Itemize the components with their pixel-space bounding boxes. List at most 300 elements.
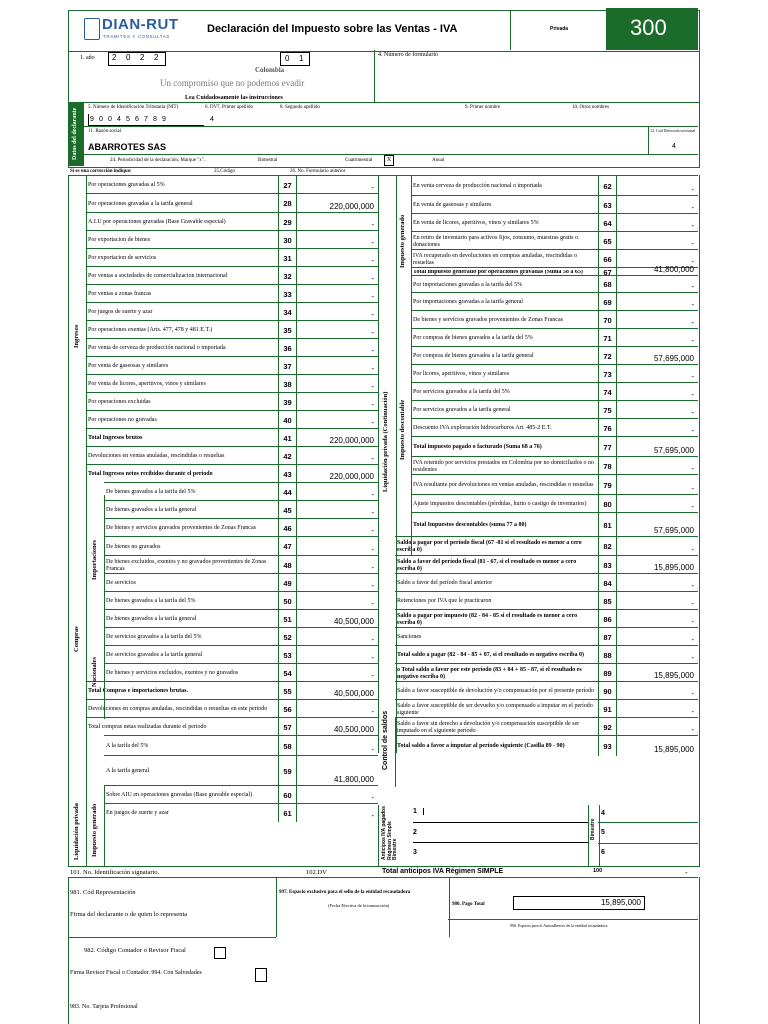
formulario-anterior-label: 26. No. Formulario anterior (290, 169, 346, 174)
row-75-label: Por servicios gravados a la tarifa general (413, 407, 511, 413)
row-90-value[interactable]: - (691, 689, 694, 698)
row-85-label: Retenciones por IVA que le practicaron (397, 598, 492, 604)
row-87-label: Sanciones (397, 634, 422, 640)
row-29-value[interactable]: - (371, 220, 374, 229)
row-47-label: De bienes no gravados (106, 543, 161, 550)
row-36-label: Por venta de cerveza de producción nacional o importada (88, 345, 226, 351)
row-68-value[interactable]: - (691, 282, 694, 291)
cod-direccion-label: 12. Cod Dirección seccional (650, 128, 696, 133)
anio-d3: 2 (140, 53, 145, 62)
row-40-label: Por operaciones no gravadas (88, 417, 157, 423)
anticipo-num-1: 1 (413, 808, 417, 815)
firma-revisor: Firma Revisor Fiscal o Contador. 994. Con Salvedades (70, 970, 202, 976)
row-76 (411, 418, 698, 436)
row-84-number-box (598, 574, 617, 592)
row-27-value[interactable]: - (371, 183, 374, 192)
row-77-number-box (598, 437, 617, 457)
row-39-number-box (278, 393, 297, 411)
row-40-number-box (278, 411, 297, 429)
row-69-value[interactable]: - (691, 300, 694, 309)
row-81-value[interactable]: 57,695,000 (653, 526, 694, 535)
row-78-number-box (598, 457, 617, 475)
row-84-label: Saldo a favor del período fiscal anterior (397, 580, 493, 586)
row-40-value[interactable]: - (371, 418, 374, 427)
row-50-label: De bienes gravados a la tarifa del 5% (106, 598, 196, 604)
row-57-value[interactable]: 40,500,000 (333, 725, 374, 734)
row-57 (86, 717, 378, 735)
row-37-label: Por venta de gaseosas y similares (88, 363, 169, 369)
row-49-number-box (278, 574, 297, 592)
row-29-number: 29 (283, 217, 292, 227)
row-52-number: 52 (283, 632, 292, 642)
row-46 (104, 518, 378, 536)
row-33-label: Por ventas a zonas francas (88, 291, 152, 297)
row-84 (395, 573, 698, 591)
row-78-value[interactable]: - (691, 464, 694, 473)
row-90 (395, 681, 698, 699)
row-80-label: Ajuste impuestos descontables (pérdidas, hurto o castigo de inventarios) (413, 501, 587, 507)
row-71-label: Por compras de bienes gravados a la tarifa del 5% (413, 335, 533, 341)
row-34-number-box (278, 303, 297, 321)
form-icon (84, 18, 100, 40)
row-92-label: Saldo a favor sin derecho a devolución y/o compensación susceptible de ser imputado en el siguiente período (397, 720, 580, 734)
row-31 (86, 248, 378, 266)
row-84-value[interactable]: - (691, 581, 694, 590)
row-74-number-box (598, 383, 617, 401)
row-67 (411, 267, 698, 275)
row-31-number-box (278, 249, 297, 267)
row-45-number-box (278, 501, 297, 519)
row-64-value[interactable]: - (691, 221, 694, 230)
row-37-number: 37 (283, 361, 292, 371)
bimestral: Bimestral (258, 158, 278, 163)
form-title: Declaración del Impuesto sobre las Ventas - IVA (207, 23, 458, 35)
row-89-label: o Total saldo a favor por este período (83 + 84 + 85 - 87, si el resultado es negativo escriba 0) (397, 666, 582, 680)
row-38-value[interactable]: - (371, 382, 374, 391)
row-89-number: 89 (603, 668, 612, 678)
row-29-number-box (278, 213, 297, 231)
row-81 (411, 512, 698, 536)
row-49-value[interactable]: - (371, 581, 374, 590)
row-65-label: En retiro de inventario para activos fijos, consumo, muestras gratis o donaciones (413, 234, 578, 248)
row-80-value[interactable]: - (691, 502, 694, 511)
row-81-number-box (598, 513, 617, 537)
row-70 (411, 310, 698, 328)
row-78-label: IVA retenido por servicios prestados en Colombia por no domiciliados o no residentes (413, 459, 595, 473)
total-anticipos-label: Total anticipos IVA Régimen SIMPLE (382, 868, 504, 875)
row-51-label: De bienes gravados a la tarifa general (106, 616, 197, 622)
cod-contador: 982. Código Contador o Revisor Fiscal (84, 947, 186, 954)
row-53 (104, 645, 378, 663)
row-73-value[interactable]: - (691, 372, 694, 381)
nit-d1: 9 (90, 116, 94, 123)
imp-descontable-label: Impuesto descontable (399, 399, 406, 460)
row-79-value[interactable]: - (691, 484, 694, 493)
row-92-number-box (598, 718, 617, 736)
row-82 (395, 536, 698, 555)
row-40 (86, 410, 378, 428)
codigo-label: 25.Código (214, 169, 235, 174)
row-33-value[interactable]: - (371, 292, 374, 301)
row-86 (395, 609, 698, 627)
row-45-value[interactable]: - (371, 508, 374, 517)
row-31-value[interactable]: - (371, 256, 374, 265)
row-93-value[interactable]: 15,895,000 (653, 745, 694, 754)
row-38-number-box (278, 375, 297, 393)
row-42-value[interactable]: - (371, 454, 374, 463)
row-77-number: 77 (603, 442, 612, 452)
row-49-number: 49 (283, 578, 292, 588)
row-44-label: De bienes gravados a la tarifa del 5% (106, 489, 196, 495)
row-83-value[interactable]: 15,895,000 (653, 563, 694, 572)
row-59-value[interactable]: 41,800,000 (333, 775, 374, 784)
row-70-number: 70 (603, 315, 612, 325)
row-86-number: 86 (603, 614, 612, 624)
row-56-number-box (278, 700, 297, 718)
total-anticipos-num: 100 (593, 868, 603, 874)
segundo-apellido-label: 8. Segundo apellido (280, 105, 320, 110)
row-91 (395, 699, 698, 717)
row-46-number-box (278, 519, 297, 537)
row-70-value[interactable]: - (691, 318, 694, 327)
cuatrimestral-mark: X (386, 157, 392, 163)
row-45-label: De bienes gravados a la tarifa general (106, 507, 197, 513)
row-46-number: 46 (283, 523, 292, 533)
row-52-value[interactable]: - (371, 635, 374, 644)
row-85-number-box (598, 592, 617, 610)
row-29 (86, 212, 378, 230)
row-31-number: 31 (283, 253, 292, 263)
row-63-number: 63 (603, 200, 612, 210)
row-82-label: Saldo a pagar por el período fiscal (67 -81 si el resultado es menor a cero escriba 0) (397, 540, 582, 553)
row-68-label: Por importaciones gravadas a la tarifa del 5% (413, 281, 523, 288)
instrucciones: Lea Cuidadosamente las instrucciones (185, 95, 283, 101)
row-39-label: Por operaciones excluidas (88, 399, 151, 405)
row-41-number: 41 (283, 433, 292, 443)
cuatrimestral: Cuatrimestral (345, 158, 373, 163)
row-43-value[interactable]: 220,000,000 (329, 472, 374, 481)
row-80 (411, 494, 698, 512)
row-93-number-box (598, 736, 617, 756)
row-50-number-box (278, 592, 297, 610)
row-75 (411, 400, 698, 418)
row-61-value[interactable]: - (371, 811, 374, 820)
row-76-value[interactable]: - (691, 426, 694, 435)
row-87-value[interactable]: - (691, 635, 694, 644)
row-55-number: 55 (283, 686, 292, 696)
row-63-number-box (598, 196, 617, 214)
row-57-number-box (278, 718, 297, 736)
row-39-number: 39 (283, 397, 292, 407)
row-74-number: 74 (603, 387, 612, 397)
row-75-value[interactable]: - (691, 408, 694, 417)
row-35-label: Por operaciones exentas (Arts. 477, 478 y 481 E.T.) (88, 327, 213, 333)
row-78-number: 78 (603, 461, 612, 471)
row-91-value[interactable]: - (691, 707, 694, 716)
row-38-label: Por venta de licores, aperitivos, vinos y similares (88, 381, 206, 387)
row-50 (104, 591, 378, 609)
salvedades-checkbox[interactable] (255, 968, 267, 982)
row-30-number-box (278, 231, 297, 249)
anticipo-right-6: 6 (601, 849, 605, 856)
nit-boxes (88, 114, 208, 126)
row-63-label: En venta de gaseosas y similares (413, 202, 492, 208)
dv-signatario: 102.DV (306, 869, 327, 876)
row-65-value[interactable]: - (691, 239, 694, 248)
row-82-number: 82 (603, 542, 612, 551)
row-67-value[interactable]: 41,800,000 (653, 265, 694, 274)
nit-d8: 8 (153, 116, 157, 123)
row-74 (411, 382, 698, 400)
row-93 (395, 735, 698, 755)
row-83-number-box (598, 556, 617, 574)
cuatrimestral-checkbox[interactable] (384, 155, 394, 166)
row-73-number-box (598, 365, 617, 383)
row-51-number: 51 (283, 614, 292, 624)
row-70-number-box (598, 311, 617, 329)
row-62-number-box (598, 176, 617, 196)
cod-contador-checkbox[interactable] (214, 947, 226, 959)
imp-generado-label: Impuesto generado (91, 803, 98, 857)
periodo-d1: 0 (285, 54, 290, 63)
row-74-value[interactable]: - (691, 390, 694, 399)
row-27-number: 27 (283, 180, 292, 190)
row-44 (104, 482, 378, 500)
row-67-number: 67 (603, 267, 612, 277)
periodo-d2: 1 (299, 54, 304, 63)
row-69-number: 69 (603, 297, 612, 307)
row-56 (86, 699, 378, 717)
logo-text: DIAN-RUT (102, 16, 179, 33)
dian-logo (84, 16, 179, 44)
row-56-number: 56 (283, 704, 292, 714)
primer-nombre-label: 9. Primer nombre (465, 105, 501, 110)
row-92 (395, 717, 698, 735)
row-56-value[interactable]: - (371, 707, 374, 716)
row-71 (411, 328, 698, 346)
row-34-number: 34 (283, 307, 292, 317)
row-62 (411, 175, 698, 195)
row-64 (411, 213, 698, 231)
row-92-value[interactable]: - (691, 725, 694, 734)
row-87-number: 87 (603, 632, 612, 642)
nit-d5: 5 (126, 116, 130, 123)
row-54-value[interactable]: - (371, 671, 374, 680)
nit-d7: 7 (144, 116, 148, 123)
espacio-exclusivo: 997. Espacio exclusivo para el sello de la entidad recaudadora (279, 890, 411, 895)
row-39-value[interactable]: - (371, 400, 374, 409)
numero-formulario-label: 4. Número de formulario (378, 52, 438, 58)
otros-nombres-label: 10. Otros nombres (572, 105, 610, 110)
row-62-value[interactable]: - (691, 185, 694, 194)
nit-d6: 6 (135, 116, 139, 123)
row-43 (86, 464, 378, 482)
row-51-number-box (278, 610, 297, 628)
row-55-number-box (278, 682, 297, 700)
importaciones-label: Importaciones (91, 539, 98, 580)
row-32-value[interactable]: - (371, 274, 374, 283)
row-36 (86, 338, 378, 356)
row-59-label: A la tarifa general (106, 768, 150, 774)
row-53-value[interactable]: - (371, 653, 374, 662)
row-73-label: Por licores, aperitivos, vinos y similares (413, 371, 510, 377)
row-83 (395, 555, 698, 573)
pago-total-field[interactable] (513, 896, 645, 910)
dv-value: 4 (210, 116, 214, 123)
row-73-number: 73 (603, 369, 612, 379)
row-67-label: Total impuesto generado por operaciones gravadas (Suma 58 a 65) (413, 270, 583, 275)
declarante-section-label: Datos del declarante (72, 107, 78, 160)
row-28-number: 28 (283, 199, 292, 208)
row-56-label: Devoluciones en compras anuladas, rescindidas o resueltas en este periodo (88, 706, 268, 712)
control-saldos-label: Control de saldos (382, 710, 389, 770)
row-34-value[interactable]: - (371, 310, 374, 319)
anticipos-rows (413, 805, 588, 866)
row-47-number-box (278, 537, 297, 556)
slogan: Un compromiso que no podemos evadir (160, 78, 305, 88)
row-61 (104, 803, 378, 821)
nit-d4: 4 (117, 116, 121, 123)
row-77-value[interactable]: 57,695,000 (653, 446, 694, 455)
row-28-value[interactable]: 220,000,000 (329, 202, 374, 211)
logo-subtitle: TRAMITES Y CONSULTAS (103, 34, 170, 39)
row-45-number: 45 (283, 505, 292, 515)
row-55-value[interactable]: 40,500,000 (333, 689, 374, 698)
row-44-number: 44 (283, 487, 292, 497)
row-51-value[interactable]: 40,500,000 (333, 617, 374, 626)
row-85 (395, 591, 698, 609)
row-80-number-box (598, 495, 617, 513)
fecha-efectiva: (Fecha Efectiva de la transacción) (328, 903, 390, 908)
row-66-value[interactable]: - (691, 257, 694, 266)
row-44-value[interactable]: - (371, 490, 374, 499)
row-46-value[interactable]: - (371, 526, 374, 535)
row-85-number: 85 (603, 596, 612, 606)
row-59-number-box (278, 756, 297, 786)
pago-total-label: 980. Pago Total (452, 902, 485, 907)
row-65-number-box (598, 232, 617, 250)
row-71-value[interactable]: - (691, 336, 694, 345)
row-88-number-box (598, 646, 617, 664)
row-42-number: 42 (283, 451, 292, 461)
row-72-label: Por compras de bienes gravados a la tarifa general (413, 353, 534, 359)
row-49 (104, 573, 378, 591)
row-72-number: 72 (603, 351, 612, 361)
row-86-number-box (598, 610, 617, 628)
row-58-label: A la tarifa del 5% (106, 743, 149, 749)
row-47-value[interactable]: - (371, 545, 374, 554)
row-41-value[interactable]: 220,000,000 (329, 436, 374, 445)
primer-apellido-label: 7. Primer apellido (217, 105, 253, 110)
row-63-value[interactable]: - (691, 203, 694, 212)
row-50-value[interactable]: - (371, 599, 374, 608)
row-30-number: 30 (283, 235, 292, 245)
row-36-value[interactable]: - (371, 346, 374, 355)
row-89 (395, 663, 698, 681)
row-57-label: Total compras netas realizadas durante el periodo (88, 724, 207, 730)
row-50-number: 50 (283, 596, 292, 606)
row-71-number: 71 (603, 333, 612, 343)
row-38 (86, 374, 378, 392)
row-68-number: 68 (603, 280, 612, 289)
row-78 (411, 456, 698, 474)
row-69-label: Por importaciones gravadas a la tarifa general (413, 299, 523, 305)
row-65-number: 65 (603, 236, 612, 246)
row-88-value[interactable]: - (691, 653, 694, 662)
row-53-number-box (278, 646, 297, 664)
correccion-label: Si es una corrección indique: (70, 169, 132, 174)
row-35-value[interactable]: - (371, 328, 374, 337)
row-58-number-box (278, 736, 297, 756)
row-62-number: 62 (603, 181, 612, 191)
nit-label: 5. Número de Identificación Tributaria (NIT) (88, 105, 179, 110)
row-33-number-box (278, 285, 297, 303)
row-51 (104, 609, 378, 627)
tarjeta-profesional: 983. No. Tarjeta Profesional (70, 1004, 138, 1010)
row-42-label: Devoluciones en ventas anuladas, rescindidas o resueltas (88, 453, 225, 459)
row-48-value[interactable]: - (371, 563, 374, 572)
row-86-value[interactable]: - (691, 617, 694, 626)
row-72-value[interactable]: 57,695,000 (653, 354, 694, 363)
row-27 (86, 175, 378, 193)
row-77 (411, 436, 698, 456)
row-81-number: 81 (603, 520, 612, 530)
bimestre-label: Bimestre (590, 818, 596, 840)
row-87-number-box (598, 628, 617, 646)
row-93-label: Total saldo a favor a imputar al período siguiente (Casilla 89 - 90) (397, 743, 565, 749)
row-59-number: 59 (283, 766, 292, 776)
row-37-value[interactable]: - (371, 364, 374, 373)
row-32-number: 32 (283, 271, 292, 281)
row-54 (104, 663, 378, 681)
row-86-label: Saldo a pagar por impuesto (82 - 84 - 85 si el resultado es menor a cero escriba 0) (397, 612, 578, 626)
row-79-label: IVA resultante por devoluciones en ventas anuladas, rescindidas o resueltas (413, 482, 594, 488)
row-89-value[interactable]: 15,895,000 (653, 671, 694, 680)
row-60-value[interactable]: - (371, 793, 374, 802)
row-83-number: 83 (603, 560, 612, 570)
row-63 (411, 195, 698, 213)
row-34-label: Por juegos de suerte y azar (88, 309, 153, 315)
row-69-number-box (598, 293, 617, 311)
row-62-label: En venta cerveza de producción nacional o importada (413, 183, 542, 189)
row-82-value[interactable]: - (691, 545, 694, 554)
row-83-label: Saldo a favor del período fiscal (81 - 67, si el resultado es menor a cero escriba 0) (397, 558, 577, 572)
row-85-value[interactable]: - (691, 599, 694, 608)
row-30-value[interactable]: - (371, 238, 374, 247)
row-28-label: Por operaciones gravadas a la tarifa general (88, 200, 193, 207)
row-47 (104, 536, 378, 555)
row-91-label: Saldo a favor susceptible de ser devuelto y/o compensado a imputar en el período siguiente (397, 702, 593, 716)
row-49-label: De servicios (106, 580, 136, 586)
row-79 (411, 474, 698, 494)
row-27-number-box (278, 176, 297, 194)
nit-d2: 0 (99, 116, 103, 123)
total-anticipos-value: - (685, 868, 688, 877)
pago-total-value: 15,895,000 (600, 898, 641, 907)
ingresos-label: Ingresos (73, 324, 80, 348)
row-60-label: Sobre AIU en operaciones gravadas (Base gravable especial) (106, 792, 253, 798)
row-32-number-box (278, 267, 297, 285)
row-41-label: Total Ingresos brutos (88, 435, 143, 441)
row-43-label: Total Ingresos netos recibidos durante el periodo (88, 471, 213, 477)
row-90-number: 90 (603, 686, 612, 696)
row-58-value[interactable]: - (371, 745, 374, 754)
cod-direccion: 4 (672, 143, 676, 150)
row-79-number: 79 (603, 480, 612, 490)
row-71-number-box (598, 329, 617, 347)
nit-d3: 0 (108, 116, 112, 123)
anticipo-right-5: 5 (601, 829, 605, 836)
